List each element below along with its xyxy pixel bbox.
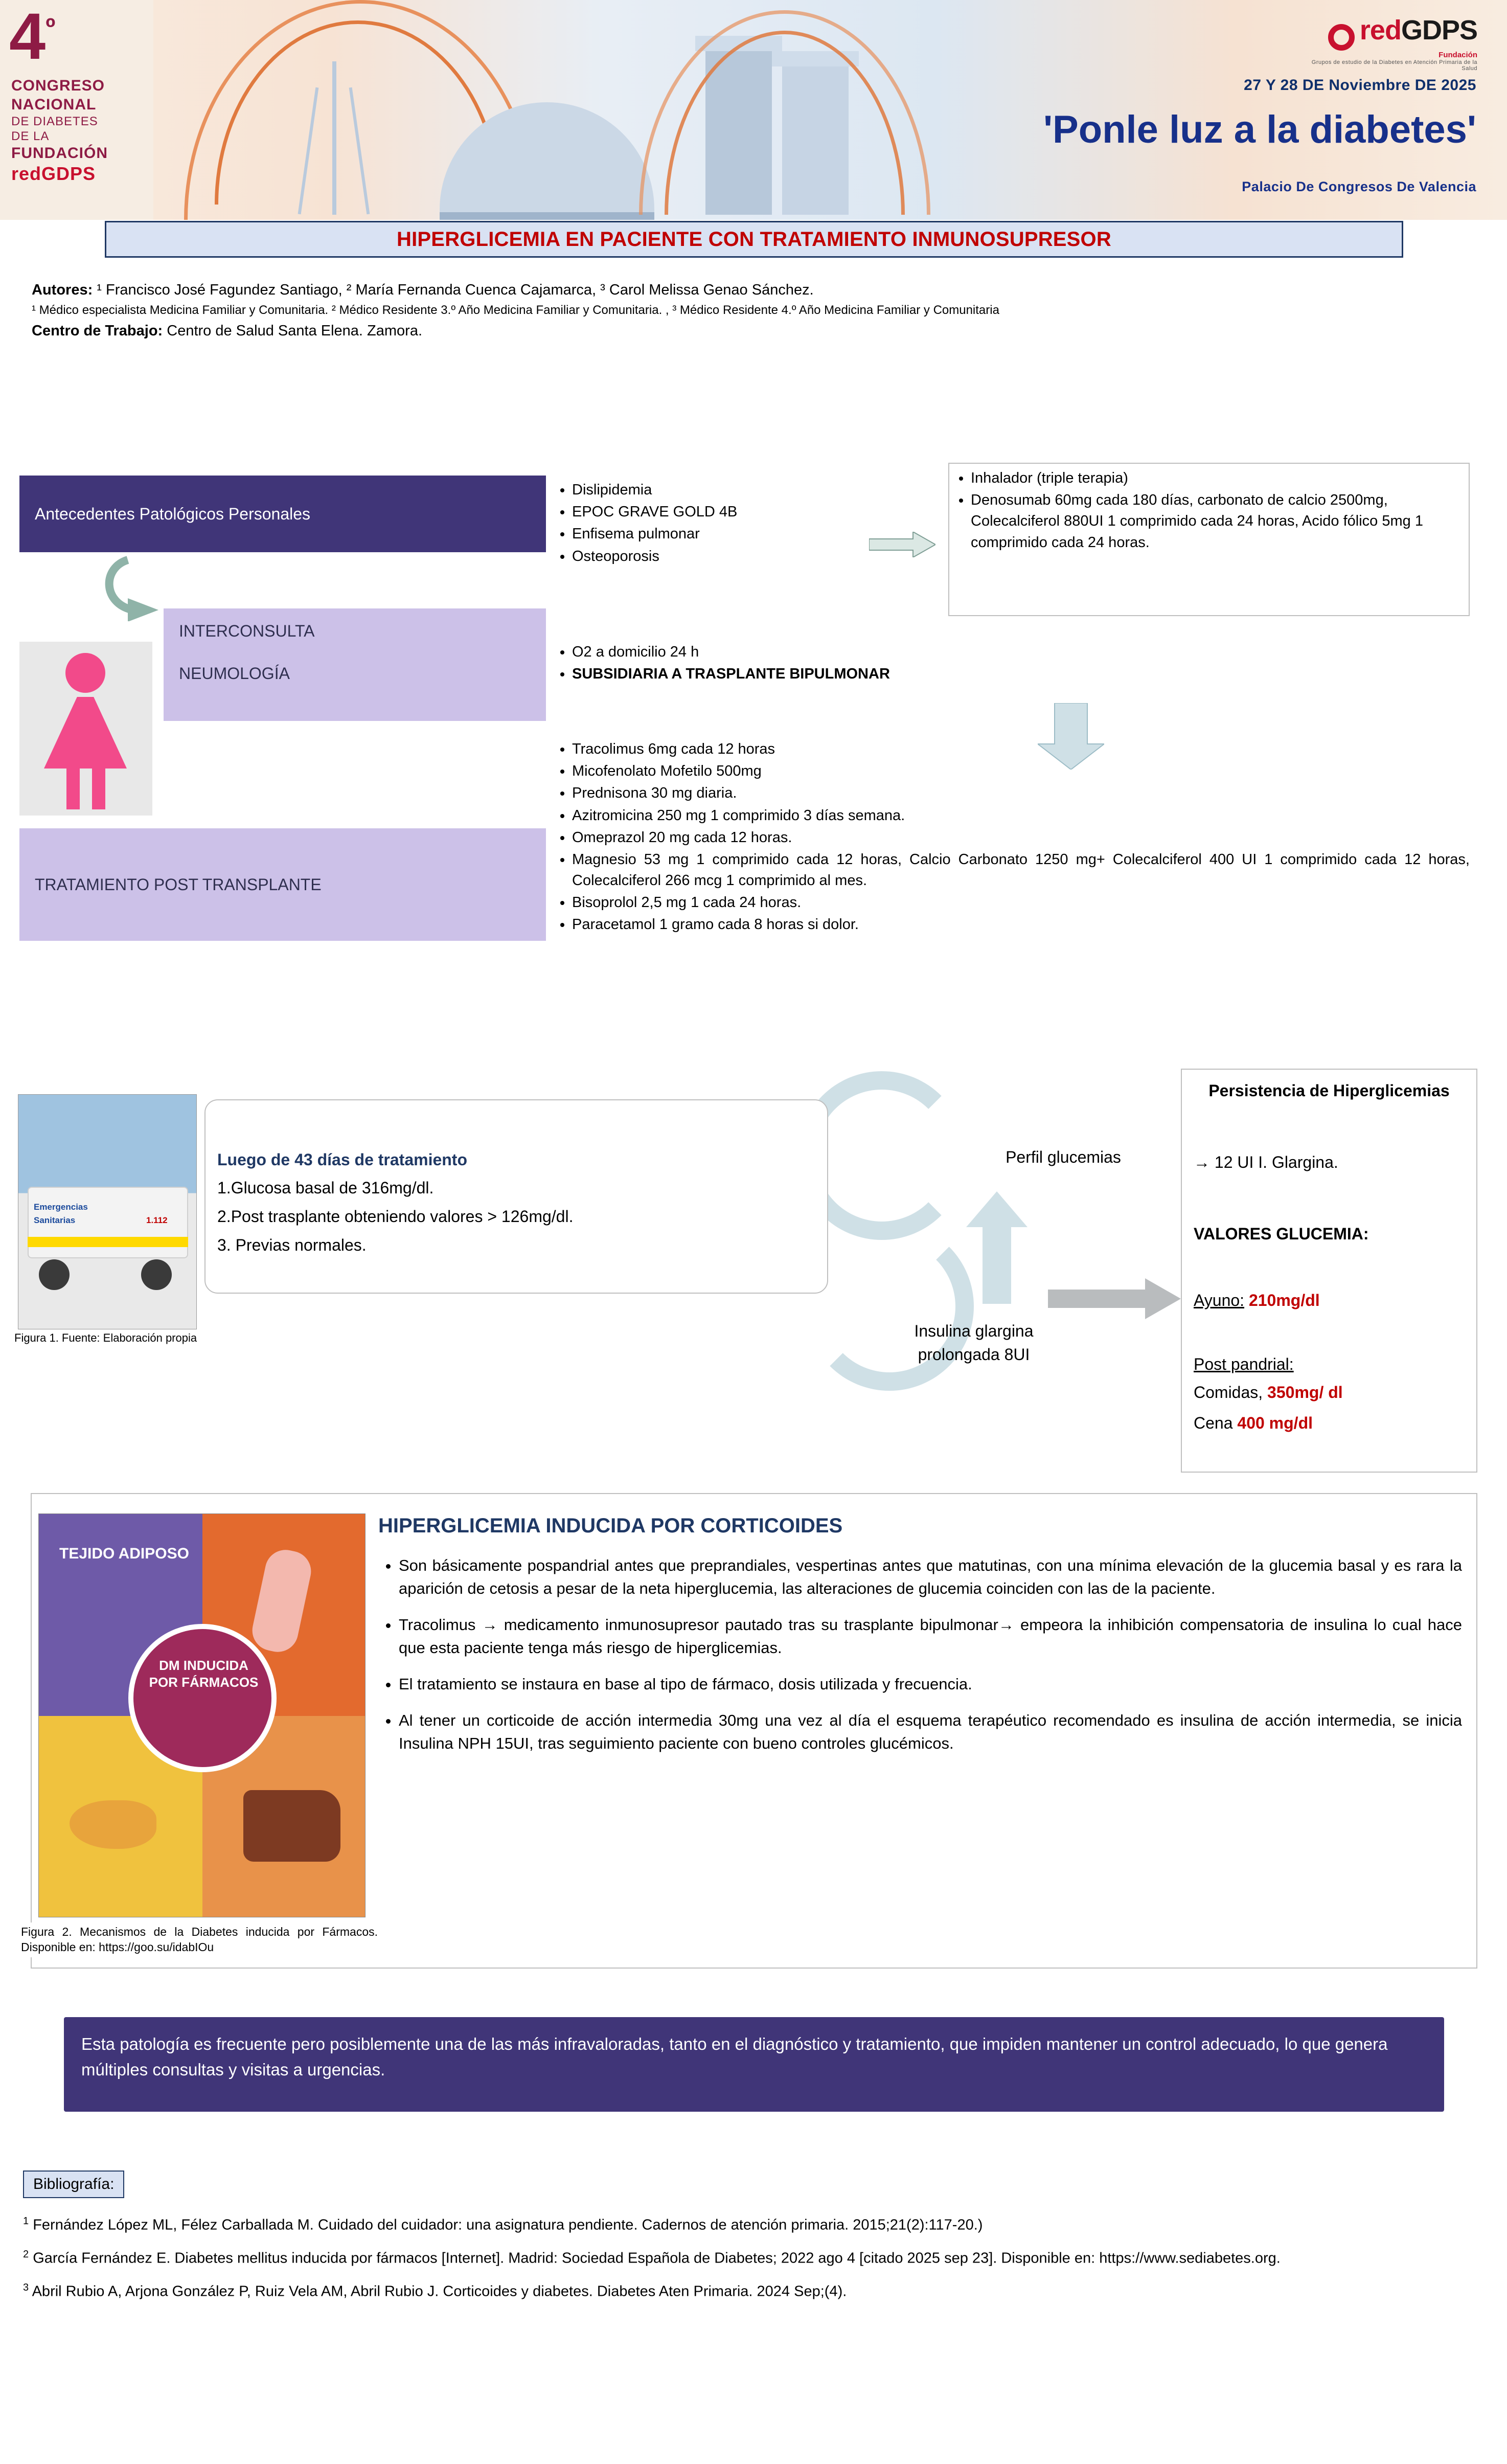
congress-line-2: DE DIABETES: [11, 115, 98, 129]
figure-2-center-label: DM INDUCIDA POR FÁRMACOS: [149, 1658, 259, 1690]
authors-label: Autores:: [32, 282, 93, 298]
redgdps-logo-text: redGDPS: [1359, 15, 1477, 46]
cena-row: [1194, 1411, 1465, 1435]
evolution-line-1: 1.Glucosa basal de 316mg/dl.: [217, 1179, 434, 1197]
congress-name-block: [11, 77, 139, 185]
bibliography-entry-text: Fernández López ML, Félez Carballada M. Cuidado del cuidador: una asignatura pendiente. Cadernos de atención primaria. 2015;21(2):117-20.): [33, 2217, 983, 2233]
ambulance-label-2: Sanitarias: [34, 1215, 76, 1225]
bibliography-entry-text: Abril Rubio A, Arjona González P, Ruiz Vela AM, Abril Rubio J. Corticoides y diabetes. Diabetes Aten Primaria. 2024 Sep;(4).: [32, 2283, 847, 2300]
list-item: • Tracolimus → medicamento inmunosupresor pautado tras su trasplante bipulmonar→ empeora la inhibición compensatoria de insulina lo cual hace que esta paciente tenga más riesgo de hiperglicemias.: [399, 1614, 1462, 1660]
cena-value: 400 mg/dl: [1237, 1414, 1313, 1432]
list-item: • Inhalador (triple terapia): [971, 468, 1465, 489]
congress-number: [9, 0, 56, 73]
discussion-items: [378, 1554, 1462, 1756]
figure-2-diagram: [38, 1513, 366, 1917]
post-transplante-items: [555, 739, 1470, 937]
post-transplante-header-box: [19, 828, 546, 941]
work-center-label: Centro de Trabajo:: [32, 322, 163, 339]
list-item: • Denosumab 60mg cada 180 días, carbonato de calcio 2500mg, Colecalciferol 880UI 1 comprimido cada 24 horas, Acido fólico 5mg 1 comprimido cada 24 horas.: [971, 490, 1465, 553]
persistencia-title: Persistencia de Hiperglicemias: [1208, 1081, 1450, 1100]
congress-line-4: FUNDACIÓN: [11, 144, 108, 162]
redgdps-logo: [1304, 14, 1477, 72]
list-item: • El tratamiento se instaura en base al tipo de fármaco, dosis utilizada y frecuencia.: [399, 1673, 1462, 1696]
ayuno-label: Ayuno:: [1194, 1291, 1245, 1309]
antecedentes-header-box: [19, 476, 546, 552]
redgdps-foundation-label: Fundación: [1438, 50, 1477, 59]
conclusion-box: [64, 2017, 1444, 2112]
congress-number-value: 4: [9, 0, 46, 73]
arrow-right-icon-2: [1048, 1278, 1181, 1319]
redgdps-tagline: Grupos de estudio de la Diabetes en Atención Primaria de la Salud: [1311, 59, 1477, 72]
interconsulta-items: [555, 642, 1321, 686]
conclusion-text: Esta patología es frecuente pero posiblemente una de las más infravaloradas, tanto en el diagnóstico y tratamiento, que impiden mantener un control adecuado, lo que genera múltiples consultas y visitas a urgencias.: [81, 2035, 1388, 2079]
bibliography-entry-number: 1: [23, 2216, 29, 2227]
poster-title-bar: [105, 221, 1403, 258]
patient-figure-icon: [19, 642, 152, 816]
discussion-title: HIPERGLICEMIA INDUCIDA POR CORTICOIDES: [378, 1514, 843, 1537]
bibliography-entry-text: García Fernández E. Diabetes mellitus inducida por fármacos [Internet]. Madrid: Sociedad Española de Diabetes; 2022 ago 4 [citado 2025 sep 23]. Disponible en: https://www.sediabetes.org.: [33, 2250, 1281, 2267]
comidas-row: [1194, 1381, 1465, 1404]
list-item: • Micofenolato Mofetilo 500mg: [572, 761, 1470, 782]
antecedentes-label: Antecedentes Patológicos Personales: [35, 504, 311, 523]
congress-line-1: NACIONAL: [11, 96, 97, 113]
poster-header: [0, 0, 1507, 220]
list-item: • Omeprazol 20 mg cada 12 horas.: [572, 827, 1470, 848]
comidas-label: Comidas,: [1194, 1383, 1263, 1401]
arrow-glyph-icon: →: [1194, 1153, 1210, 1171]
tratamiento-previo-items: [953, 468, 1465, 554]
valencia-skyline-illustration: [153, 0, 920, 220]
list-item: • O2 a domicilio 24 h: [572, 642, 1321, 663]
work-center-value: Centro de Salud Santa Elena. Zamora.: [167, 322, 423, 339]
ayuno-row: [1194, 1288, 1465, 1312]
interconsulta-label: INTERCONSULTA: [179, 622, 315, 640]
perfil-glucemias-label: Perfil glucemias: [1006, 1148, 1121, 1166]
bibliography-entry-number: 2: [23, 2248, 29, 2260]
authors-names: ¹ Francisco José Fagundez Santiago, ² María Fernanda Cuenca Cajamarca, ³ Carol Melissa Genao Sánchez.: [97, 282, 814, 298]
evolution-heading: Luego de 43 días de tratamiento: [217, 1150, 467, 1169]
bibliography-list: [23, 2214, 1485, 2313]
cena-label: Cena: [1194, 1414, 1233, 1432]
list-item: • Azitromicina 250 mg 1 comprimido 3 días semana.: [572, 805, 1470, 826]
ambulance-phone: 1.112: [146, 1215, 168, 1225]
list-item: • Dislipidemia: [572, 480, 923, 501]
congress-line-0: CONGRESO: [11, 77, 105, 94]
list-item: • Tracolimus 6mg cada 12 horas: [572, 739, 1470, 760]
postpandrial-label: Post pandrial:: [1194, 1355, 1294, 1373]
evolution-line-2: 2.Post trasplante obteniendo valores > 126mg/dl.: [217, 1207, 574, 1226]
list-item: • Al tener un corticoide de acción intermedia 30mg una vez al día el esquema terapéutico recomendado es insulina de acción intermedia, se inicia Insulina NPH 15UI, tras seguimiento paciente con bueno controles glucémicos.: [399, 1709, 1462, 1755]
evolution-line-3: 3. Previas normales.: [217, 1236, 367, 1254]
insulina-glargina-label: Insulina glargina prolongada 8UI: [914, 1322, 1034, 1364]
antecedentes-items: [555, 480, 923, 568]
congress-ordinal: º: [45, 13, 56, 43]
bibliography-entry-number: 3: [23, 2281, 29, 2293]
congress-slogan: 'Ponle luz a la diabetes': [1043, 108, 1476, 151]
congress-place: Palacio De Congresos De Valencia: [1242, 179, 1476, 194]
list-item: • SUBSIDIARIA A TRASPLANTE BIPULMONAR: [572, 664, 1321, 685]
list-item: • Son básicamente pospandrial antes que preprandiales, vespertinas antes que matutinas, con una mínima elevación de la glucemia basal y es rara la aparición de cetosis a pesar de la neta hiperglucemia, las alteraciones de glucemia coinciden con las de la paciente.: [399, 1554, 1462, 1600]
redgdps-ring-icon: [1328, 24, 1355, 51]
congress-line-5: redGDPS: [11, 163, 96, 185]
post-transplante-label: TRATAMIENTO POST TRANSPLANTE: [35, 875, 322, 894]
list-item: • Enfisema pulmonar: [572, 524, 923, 545]
valores-glucemia-title: VALORES GLUCEMIA:: [1194, 1225, 1369, 1243]
list-item: • Prednisona 30 mg diaria.: [572, 783, 1470, 804]
interconsulta-box: [164, 608, 546, 721]
list-item: • Magnesio 53 mg 1 comprimido cada 12 horas, Calcio Carbonato 1250 mg+ Colecalciferol 400 UI 1 comprimido cada 12 horas, Colecalciferol 266 mcg 1 comprimido al mes.: [572, 849, 1470, 891]
glargina-dose-line: [1194, 1150, 1465, 1174]
ambulance-label-1: Emergencias: [34, 1202, 88, 1212]
neumologia-label: NEUMOLOGÍA: [179, 664, 290, 683]
comidas-value: 350mg/ dl: [1267, 1383, 1343, 1401]
congress-line-3: DE LA: [11, 129, 50, 144]
list-item: • EPOC GRAVE GOLD 4B: [572, 502, 923, 523]
bibliography-entry: [23, 2247, 1485, 2269]
authors-block: [32, 280, 1478, 341]
congress-dates: 27 Y 28 DE Noviembre DE 2025: [1244, 77, 1476, 94]
bibliography-entry: [23, 2214, 1485, 2236]
list-item: • Osteoporosis: [572, 546, 923, 567]
arrow-right-icon: [869, 532, 935, 557]
ayuno-value: 210mg/dl: [1248, 1291, 1320, 1309]
arrow-up-icon: [966, 1191, 1028, 1304]
figure-2-tejido-label: TEJIDO ADIPOSO: [59, 1545, 189, 1562]
bibliography-label: Bibliografía:: [23, 2171, 124, 2198]
bibliography-entry: [23, 2280, 1485, 2302]
figure-1-caption: Figura 1. Fuente: Elaboración propia: [11, 1329, 277, 1347]
list-item: • Paracetamol 1 gramo cada 8 horas si dolor.: [572, 914, 1470, 935]
authors-affiliations: ¹ Médico especialista Medicina Familiar y Comunitaria. ² Médico Residente 3.º Año Medicina Familiar y Comunitaria. , ³ Médico Residente 4.º Año Medicina Familiar y Comunitaria: [32, 303, 999, 318]
list-item: • Bisoprolol 2,5 mg 1 cada 24 horas.: [572, 892, 1470, 913]
figure-1-ambulance-photo: [18, 1094, 197, 1329]
figure-2-caption: Figura 2. Mecanismos de la Diabetes inducida por Fármacos. Disponible en: https://goo.su/idabIOu: [18, 1923, 381, 1957]
glargina-dose-value: 12 UI I. Glargina.: [1214, 1153, 1338, 1171]
page-title: HIPERGLICEMIA EN PACIENTE CON TRATAMIENTO INMUNOSUPRESOR: [397, 228, 1111, 251]
